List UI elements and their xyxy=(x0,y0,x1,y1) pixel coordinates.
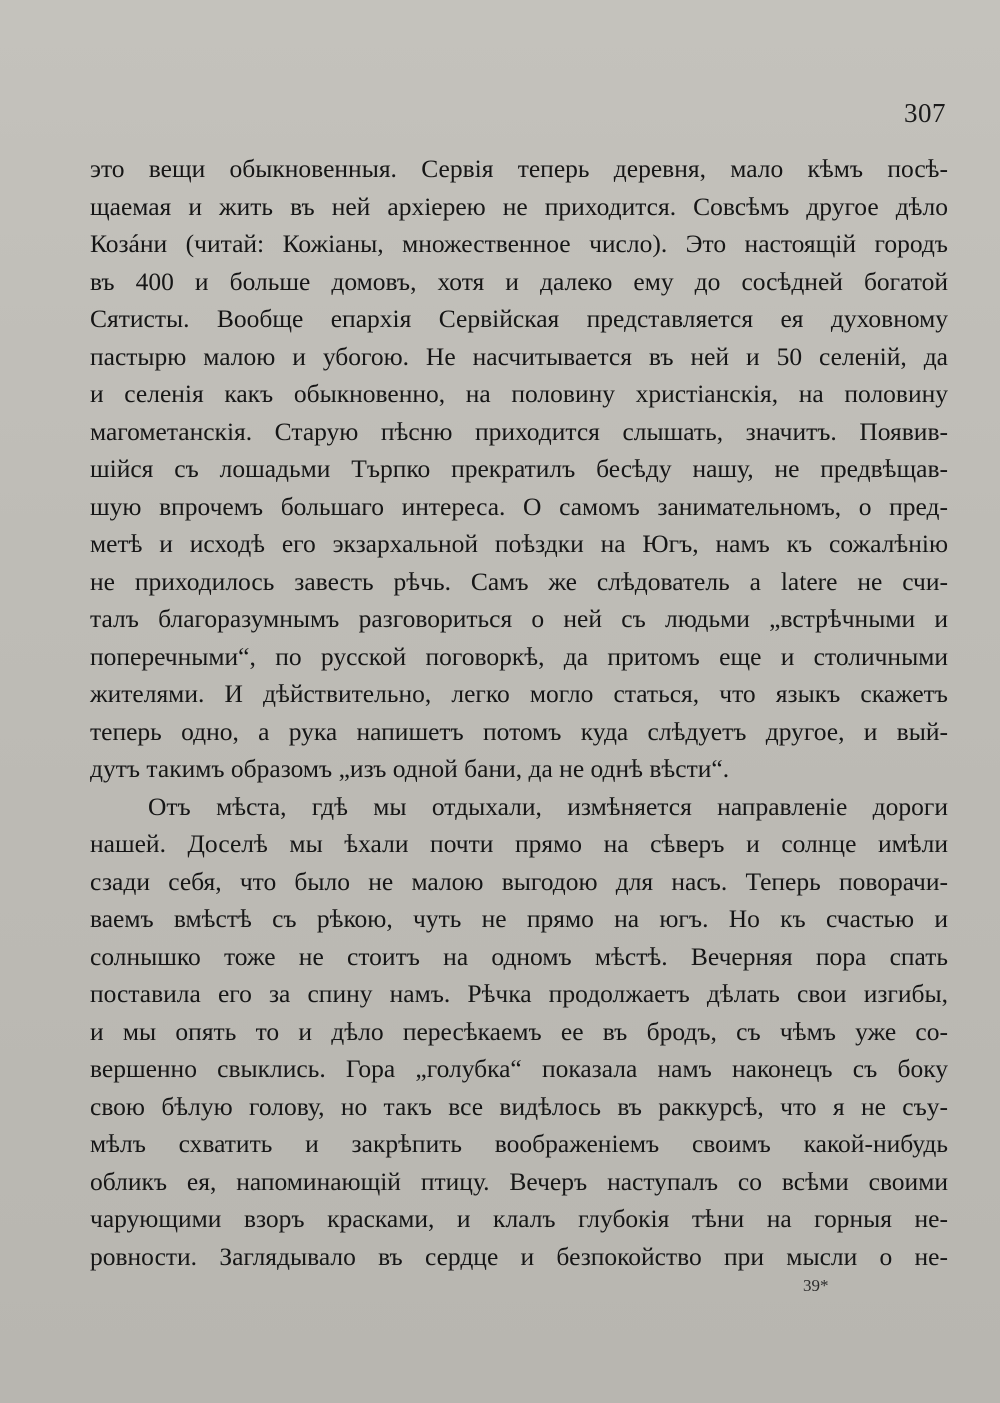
text-line: шую впрочемъ большаго интереса. О самомъ занимательномъ, о пред- xyxy=(90,491,948,521)
text-line: мѣлъ схватить и закрѣпить воображеніемъ своимъ какой-нибудь xyxy=(90,1129,948,1158)
page-number: 307 xyxy=(904,98,946,128)
text-line: метѣ и исходѣ его экзархальной поѣздки на Югъ, намъ къ сожалѣнію xyxy=(90,529,948,558)
text-line: и мы опять то и дѣло пересѣкаемъ ее въ бродъ, съ чѣмъ уже со- xyxy=(90,1016,948,1046)
text-line: солнышко тоже не стоитъ на одномъ мѣстѣ. Вечерняя пора спать xyxy=(90,941,948,971)
body-text xyxy=(90,150,948,1275)
text-line: поставила его за спину намъ. Рѣчка продолжаетъ дѣлать свои изгибы, xyxy=(90,979,948,1008)
text-line: щаемая и жить въ ней архіерею не приходится. Совсѣмъ другое дѣло xyxy=(90,191,948,221)
text-line: жителями. И дѣйствительно, легко могло статься, что языкъ скажетъ xyxy=(90,679,948,708)
text-line: обликъ ея, напоминающій птицу. Вечеръ наступалъ со всѣми своими xyxy=(90,1166,948,1196)
text-line: талъ благоразумнымъ разговориться о ней съ людьми „встрѣчными и xyxy=(90,604,948,633)
text-line: пастырю малою и убогою. Не насчитывается въ ней и 50 селеній, да xyxy=(90,341,948,371)
text-line: ровности. Заглядывало въ сердце и безпокойство при мысли о не- xyxy=(90,1241,948,1271)
text-line: нашей. Доселѣ мы ѣхали почти прямо на сѣверъ и солнце имѣли xyxy=(90,829,948,858)
paragraph-2 xyxy=(90,788,948,1276)
text-line: Сятисты. Вообще епархія Сервійская представляется ея духовному xyxy=(90,304,948,333)
text-line: чарующими взоръ красками, и клалъ глубокія тѣни на горныя не- xyxy=(90,1204,948,1233)
text-line: не приходилось завесть рѣчь. Самъ же слѣдователь a latere не счи- xyxy=(90,566,948,596)
text-line: свою бѣлую голову, но такъ все видѣлось въ раккурсѣ, что я не съу- xyxy=(90,1091,948,1121)
signature-mark: 39* xyxy=(803,1276,829,1295)
text-line: Отъ мѣста, гдѣ мы отдыхали, измѣняется направленіе дороги xyxy=(148,791,948,821)
text-line: это вещи обыкновенныя. Сервія теперь деревня, мало кѣмъ посѣ- xyxy=(90,154,948,183)
text-line: поперечными“, по русской поговоркѣ, да притомъ еще и столичными xyxy=(90,641,948,671)
text-line: магометанскія. Старую пѣсню приходится слышать, значитъ. Появив- xyxy=(90,416,948,446)
text-line: теперь одно, а рука напишетъ потомъ куда слѣдуетъ другое, и вый- xyxy=(90,716,948,746)
text-line: въ 400 и больше домовъ, хотя и далеко ему до сосѣдней богатой xyxy=(90,266,948,296)
text-line: шійся съ лошадьми Търпко прекратилъ бесѣду нашу, не предвѣщав- xyxy=(90,454,948,483)
text-line: сзади себя, что было не малою выгодою для насъ. Теперь поворачи- xyxy=(90,866,948,896)
text-line: дутъ такимъ образомъ „изъ одной бани, да не однѣ вѣсти“. xyxy=(90,754,730,783)
text-line: вершенно свыклись. Гора „голубка“ показала намъ наконецъ съ боку xyxy=(90,1054,948,1083)
text-line: Козáни (читай: Кожіаны, множественное число). Это настоящій городъ xyxy=(90,229,948,258)
text-line: ваемъ вмѣстѣ съ рѣкою, чуть не прямо на югъ. Но къ счастью и xyxy=(90,904,948,933)
text-line: и селенія какъ обыкновенно, на половину христіанскія, на половину xyxy=(90,379,948,408)
paragraph-1 xyxy=(90,150,948,788)
